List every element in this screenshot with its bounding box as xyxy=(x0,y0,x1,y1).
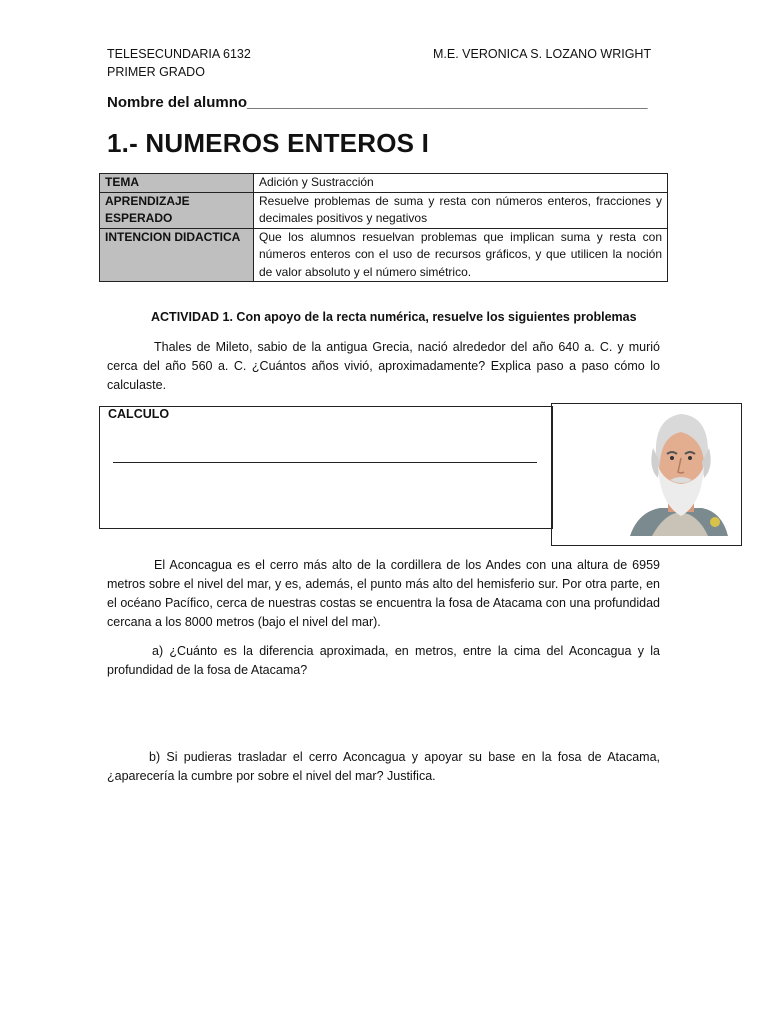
question-a: a) ¿Cuánto es la diferencia aproximada, en metros, entre la cima del Aconcagua y la profundidad de la fosa de Atacama? xyxy=(107,644,660,677)
question-b: b) Si pudieras trasladar el cerro Aconcagua y apoyar su base en la fosa de Atacama, ¿aparecería la cumbre por sobre el nivel del mar? Justifica. xyxy=(107,750,660,783)
teacher-name: M.E. VERONICA S. LOZANO WRIGHT xyxy=(433,47,652,61)
answer-line[interactable] xyxy=(113,462,537,463)
table-row xyxy=(100,192,668,228)
school-name: TELESECUNDARIA 6132 xyxy=(107,47,251,61)
problem-aconcagua: El Aconcagua es el cerro más alto de la cordillera de los Andes con una altura de 6959 metros sobre el nivel del mar, y es, además, el punto más alto del hemisferio sur. Por otra parte, en el océano Pacífico, cerca de nuestras costas se encuentra la fosa de Atacama con una profundidad cercana a los 8000 metros (bajo el nivel del mar). xyxy=(107,558,660,629)
row-value: Adición y Sustracción xyxy=(254,174,668,193)
portrait-frame xyxy=(551,403,742,546)
row-value: Resuelve problemas de suma y resta con números enteros, fracciones y decimales positivos y negativos xyxy=(254,192,668,228)
row-value: Que los alumnos resuelvan problemas que implican suma y resta con números enteros con el uso de recursos gráficos, y que utilicen la noción de valor absoluto y el número simétrico. xyxy=(254,228,668,282)
table-row xyxy=(100,174,668,193)
student-name-field[interactable]: Nombre del alumno________________________________________________ xyxy=(107,94,648,111)
activity-title: ACTIVIDAD 1. Con apoyo de la recta numérica, resuelve los siguientes problemas xyxy=(151,310,637,324)
table-row xyxy=(100,228,668,282)
bearded-philosopher-portrait-icon xyxy=(552,404,741,545)
problem-thales: Thales de Mileto, sabio de la antigua Grecia, nació alrededor del año 640 a. C. y murió cerca del año 560 a. C. ¿Cuántos años vivió, aproximadamente? Explica paso a paso cómo lo calculaste. xyxy=(107,340,660,392)
calc-answer-box[interactable] xyxy=(99,406,553,529)
row-label: APRENDIZAJE ESPERADO xyxy=(100,192,254,228)
info-table xyxy=(99,173,668,282)
row-label: INTENCION DIDACTICA xyxy=(100,228,254,282)
row-label: TEMA xyxy=(100,174,254,193)
grade-label: PRIMER GRADO xyxy=(107,65,205,79)
calc-label: CALCULO xyxy=(108,407,170,421)
page-title: 1.- NUMEROS ENTEROS I xyxy=(107,128,430,158)
